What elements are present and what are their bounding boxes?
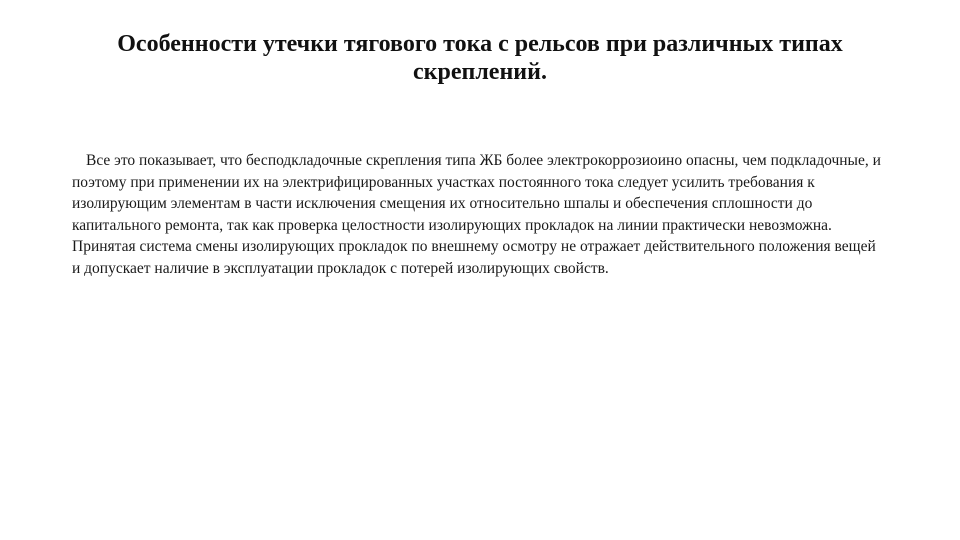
slide-body-paragraph: Все это показывает, что бесподкладочные скрепления типа ЖБ более электрокоррозиоино опасны, чем подкладочные, и поэтому при применении их на электрифицированных участках постоянного тока следует усилить требования к изолирующим элементам в части исключения смещения их относительно шпалы и обеспечения сплошности до капитального ремонта, так как проверка целостности изолирующих прокладок на линии практически невозможна. Принятая система смены изолирующих прокладок по внешнему осмотру не отражает действительного положения вещей и допускает наличие в эксплуатации прокладок с потерей изолирующих свойств.: [72, 152, 881, 277]
slide-title: Особенности утечки тягового тока с рельсов при различных типах скреплений.: [117, 31, 843, 85]
